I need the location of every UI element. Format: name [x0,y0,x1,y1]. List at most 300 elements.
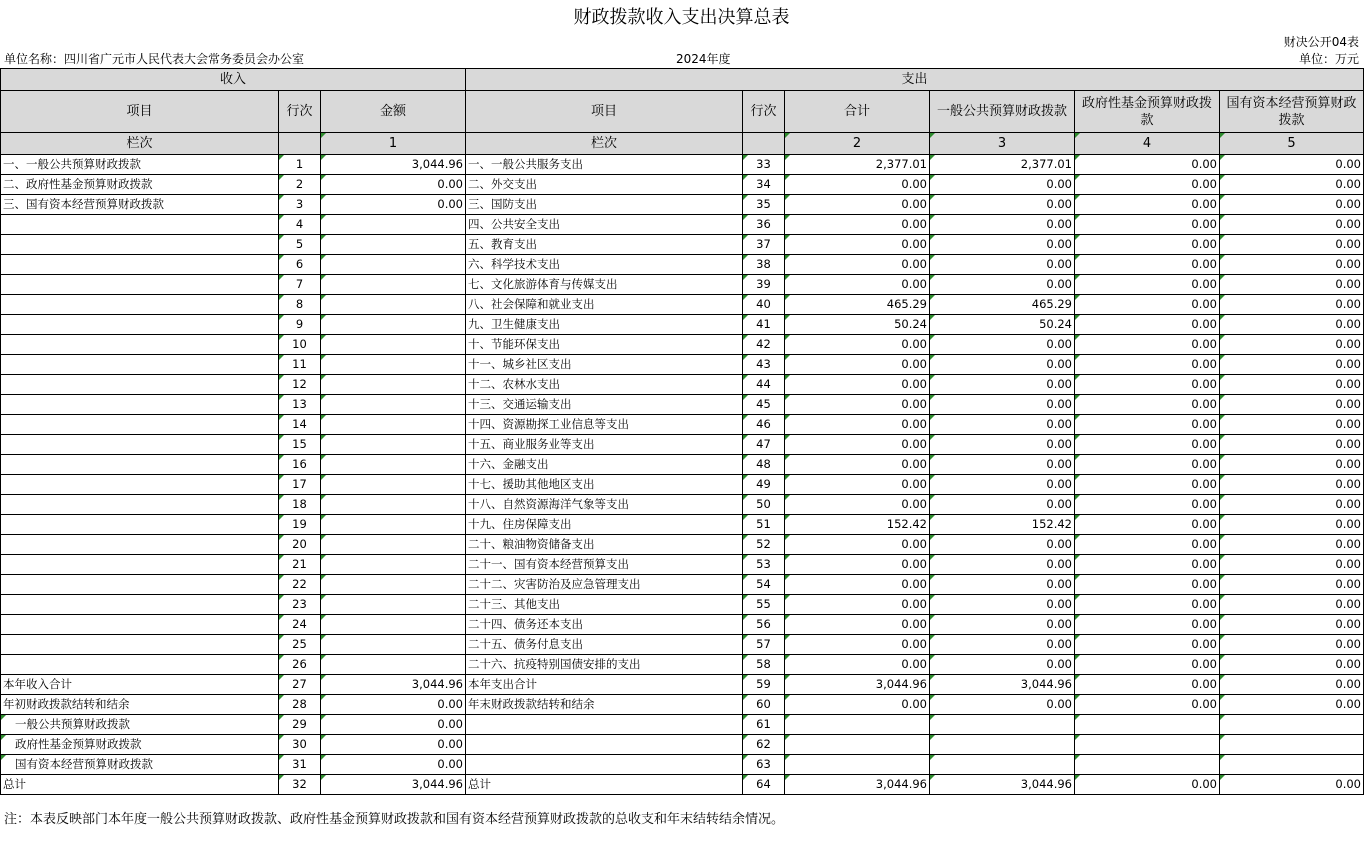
income-amount-cell [321,275,466,295]
income-rowno-cell: 9 [279,315,321,335]
state-capital-cell: 0.00 [1220,335,1364,355]
general-budget-cell: 0.00 [930,195,1075,215]
table-row [1,495,1364,515]
state-capital-cell: 0.00 [1220,355,1364,375]
state-capital-cell: 0.00 [1220,295,1364,315]
income-amount-cell [321,235,466,255]
income-rowno-cell: 3 [279,195,321,215]
table-row [1,175,1364,195]
income-rowno-cell: 25 [279,635,321,655]
expense-total-cell: 0.00 [785,555,930,575]
state-capital-cell: 0.00 [1220,435,1364,455]
expense-item-cell: 十、节能环保支出 [466,335,743,355]
expense-total-cell: 0.00 [785,635,930,655]
income-rowno-cell: 13 [279,395,321,415]
general-budget-cell: 0.00 [930,395,1075,415]
expense-item-cell: 二十、粮油物资储备支出 [466,535,743,555]
income-rowno-cell: 2 [279,175,321,195]
expense-rowno-cell: 57 [743,635,785,655]
table-row [1,755,1364,775]
income-item-cell: 三、国有资本经营预算财政拨款 [1,195,279,215]
expense-rowno-cell: 60 [743,695,785,715]
gov-fund-cell [1075,715,1220,735]
income-item-cell: 本年收入合计 [1,675,279,695]
table-row [1,675,1364,695]
expense-rowno-cell: 47 [743,435,785,455]
income-item-cell [1,415,279,435]
expense-item-cell: 十六、金融支出 [466,455,743,475]
table-row [1,595,1364,615]
table-row [1,715,1364,735]
general-budget-cell [930,715,1075,735]
state-capital-cell: 0.00 [1220,555,1364,575]
expense-rowno-cell: 55 [743,595,785,615]
expense-item-cell [466,715,743,735]
expense-total-cell: 152.42 [785,515,930,535]
page-title: 财政拨款收入支出决算总表 [573,7,790,28]
expense-total-cell [785,715,930,735]
currency-unit: 单位：万元 [1298,52,1359,66]
general-budget-cell [930,755,1075,775]
budget-table [0,68,1364,795]
general-budget-cell: 50.24 [930,315,1075,335]
expense-total-cell: 0.00 [785,235,930,255]
expense-item-cell: 十四、资源勘探工业信息等支出 [466,415,743,435]
table-row [1,455,1364,475]
income-amount-cell [321,255,466,275]
state-capital-cell [1220,735,1364,755]
income-rowno-cell: 32 [279,775,321,795]
expense-total-cell: 0.00 [785,615,930,635]
income-amount-cell [321,455,466,475]
table-row [1,775,1364,795]
gov-fund-header: 政府性基金预算财政拨款 [1075,91,1220,133]
expense-lanci-label: 栏次 [466,133,743,155]
state-capital-cell: 0.00 [1220,695,1364,715]
expense-item-cell: 十二、农林水支出 [466,375,743,395]
expense-rowno-cell: 53 [743,555,785,575]
income-item-cell [1,475,279,495]
lanci-1: 1 [321,133,466,155]
expense-item-cell: 总计 [466,775,743,795]
income-item-cell [1,235,279,255]
income-amount-cell: 0.00 [321,695,466,715]
expense-rowno-cell: 61 [743,715,785,735]
state-capital-cell: 0.00 [1220,275,1364,295]
section-header-row [1,69,1364,91]
expense-total-cell: 0.00 [785,415,930,435]
expense-rowno-cell: 42 [743,335,785,355]
gov-fund-cell: 0.00 [1075,495,1220,515]
state-capital-cell: 0.00 [1220,535,1364,555]
gov-fund-cell: 0.00 [1075,395,1220,415]
income-amount-cell [321,495,466,515]
gov-fund-cell: 0.00 [1075,775,1220,795]
unit-name: 单位名称：四川省广元市人民代表大会常务委员会办公室 [4,52,305,66]
income-rowno-cell: 18 [279,495,321,515]
income-item-cell [1,495,279,515]
expense-total-cell: 0.00 [785,475,930,495]
gov-fund-cell: 0.00 [1075,275,1220,295]
state-capital-cell: 0.00 [1220,375,1364,395]
expense-item-cell: 一、一般公共服务支出 [466,155,743,175]
expense-total-cell: 0.00 [785,355,930,375]
income-amount-cell [321,335,466,355]
state-capital-cell: 0.00 [1220,395,1364,415]
table-row [1,655,1364,675]
form-code: 财决公开04表 [1283,35,1359,49]
income-rowno-cell: 29 [279,715,321,735]
income-amount-cell: 0.00 [321,755,466,775]
expense-rowno-cell: 49 [743,475,785,495]
state-capital-cell: 0.00 [1220,455,1364,475]
general-budget-cell: 0.00 [930,335,1075,355]
expense-total-cell: 0.00 [785,575,930,595]
general-budget-cell: 0.00 [930,615,1075,635]
income-item-cell [1,435,279,455]
expense-item-cell: 十五、商业服务业等支出 [466,435,743,455]
income-amount-cell [321,615,466,635]
expense-total-header: 合计 [785,91,930,133]
report-year: 2024年度 [676,52,731,66]
gov-fund-cell: 0.00 [1075,575,1220,595]
income-item-cell: 二、政府性基金预算财政拨款 [1,175,279,195]
gov-fund-cell: 0.00 [1075,535,1220,555]
income-item-header: 项目 [1,91,279,133]
expense-total-cell: 50.24 [785,315,930,335]
expense-item-cell [466,755,743,775]
income-amount-cell [321,315,466,335]
expense-rowno-cell: 43 [743,355,785,375]
income-item-cell [1,275,279,295]
income-rowno-cell: 22 [279,575,321,595]
general-budget-cell: 0.00 [930,495,1075,515]
table-row [1,195,1364,215]
income-amount-cell [321,575,466,595]
gov-fund-cell: 0.00 [1075,595,1220,615]
expense-total-cell: 0.00 [785,595,930,615]
income-item-cell [1,515,279,535]
table-row [1,555,1364,575]
general-budget-cell: 0.00 [930,455,1075,475]
gov-fund-cell: 0.00 [1075,195,1220,215]
expense-total-cell [785,735,930,755]
expense-rowno-cell: 45 [743,395,785,415]
expense-total-cell: 0.00 [785,535,930,555]
footnote: 注：本表反映部门本年度一般公共预算财政拨款、政府性基金预算财政拨款和国有资本经营预算财政拨款的总收支和年末结转结余情况。 [4,812,785,827]
state-capital-cell: 0.00 [1220,235,1364,255]
general-budget-cell: 0.00 [930,555,1075,575]
table-row [1,275,1364,295]
state-capital-cell: 0.00 [1220,255,1364,275]
expense-total-cell: 465.29 [785,295,930,315]
income-amount-cell: 3,044.96 [321,675,466,695]
expense-item-cell: 十九、住房保障支出 [466,515,743,535]
income-amount-cell [321,655,466,675]
expense-lanci-empty [743,133,785,155]
expense-total-cell: 3,044.96 [785,775,930,795]
income-amount-cell: 0.00 [321,735,466,755]
income-rowno-cell: 30 [279,735,321,755]
lanci-2: 2 [785,133,930,155]
general-budget-cell [930,735,1075,755]
expense-total-cell: 0.00 [785,375,930,395]
general-budget-cell: 0.00 [930,375,1075,395]
expense-item-cell: 二、外交支出 [466,175,743,195]
expense-item-cell: 二十四、债务还本支出 [466,615,743,635]
gov-fund-cell: 0.00 [1075,635,1220,655]
income-item-cell [1,215,279,235]
expense-total-cell: 3,044.96 [785,675,930,695]
expense-rowno-header: 行次 [743,91,785,133]
income-item-cell [1,555,279,575]
income-item-cell [1,255,279,275]
income-item-cell [1,335,279,355]
income-rowno-cell: 16 [279,455,321,475]
gov-fund-cell: 0.00 [1075,235,1220,255]
expense-total-cell: 2,377.01 [785,155,930,175]
table-row [1,255,1364,275]
expense-total-cell: 0.00 [785,335,930,355]
income-amount-cell: 0.00 [321,175,466,195]
general-budget-cell: 0.00 [930,435,1075,455]
expense-item-cell: 八、社会保障和就业支出 [466,295,743,315]
general-budget-cell: 0.00 [930,535,1075,555]
income-amount-cell: 3,044.96 [321,155,466,175]
expense-total-cell: 0.00 [785,215,930,235]
table-row [1,615,1364,635]
gov-fund-cell: 0.00 [1075,295,1220,315]
income-item-cell: 一、一般公共预算财政拨款 [1,155,279,175]
income-lanci-label: 栏次 [1,133,279,155]
expense-rowno-cell: 44 [743,375,785,395]
income-item-cell: 总计 [1,775,279,795]
state-capital-cell: 0.00 [1220,775,1364,795]
income-item-cell [1,375,279,395]
table-row [1,155,1364,175]
state-capital-cell: 0.00 [1220,315,1364,335]
gov-fund-cell: 0.00 [1075,215,1220,235]
lanci-4: 4 [1075,133,1220,155]
income-rowno-cell: 27 [279,675,321,695]
expense-rowno-cell: 46 [743,415,785,435]
income-amount-cell [321,555,466,575]
expense-section-label: 支出 [466,69,1364,91]
expense-rowno-cell: 34 [743,175,785,195]
state-capital-cell [1220,755,1364,775]
expense-item-cell: 年末财政拨款结转和结余 [466,695,743,715]
general-budget-cell: 0.00 [930,635,1075,655]
expense-rowno-cell: 39 [743,275,785,295]
gov-fund-cell: 0.00 [1075,255,1220,275]
general-budget-cell: 2,377.01 [930,155,1075,175]
lanci-3: 3 [930,133,1075,155]
income-section-label: 收入 [1,69,466,91]
form-code-row [0,34,1363,51]
expense-item-cell: 三、国防支出 [466,195,743,215]
gov-fund-cell: 0.00 [1075,155,1220,175]
income-item-cell [1,655,279,675]
table-row [1,395,1364,415]
expense-item-cell: 二十二、灾害防治及应急管理支出 [466,575,743,595]
expense-item-cell: 二十一、国有资本经营预算支出 [466,555,743,575]
expense-rowno-cell: 64 [743,775,785,795]
table-row [1,335,1364,355]
table-row [1,435,1364,455]
gov-fund-cell: 0.00 [1075,675,1220,695]
income-amount-cell [321,395,466,415]
general-budget-cell: 0.00 [930,355,1075,375]
income-amount-cell [321,375,466,395]
income-rowno-cell: 19 [279,515,321,535]
expense-rowno-cell: 54 [743,575,785,595]
expense-rowno-cell: 37 [743,235,785,255]
general-budget-cell: 0.00 [930,415,1075,435]
income-rowno-cell: 10 [279,335,321,355]
expense-item-cell: 九、卫生健康支出 [466,315,743,335]
table-row [1,415,1364,435]
general-budget-cell: 465.29 [930,295,1075,315]
table-row [1,535,1364,555]
column-header-row [1,91,1364,133]
income-item-cell [1,315,279,335]
table-row [1,575,1364,595]
expense-rowno-cell: 48 [743,455,785,475]
expense-item-cell: 十八、自然资源海洋气象等支出 [466,495,743,515]
income-amount-cell [321,215,466,235]
state-capital-cell: 0.00 [1220,595,1364,615]
expense-item-cell [466,735,743,755]
income-item-cell [1,595,279,615]
state-capital-cell: 0.00 [1220,635,1364,655]
income-amount-cell [321,535,466,555]
expense-rowno-cell: 40 [743,295,785,315]
expense-rowno-cell: 58 [743,655,785,675]
gov-fund-cell: 0.00 [1075,175,1220,195]
table-row [1,695,1364,715]
general-budget-cell: 0.00 [930,475,1075,495]
state-capital-cell: 0.00 [1220,675,1364,695]
income-item-cell [1,395,279,415]
expense-rowno-cell: 62 [743,735,785,755]
expense-item-cell: 四、公共安全支出 [466,215,743,235]
state-capital-cell: 0.00 [1220,175,1364,195]
expense-item-cell: 本年支出合计 [466,675,743,695]
general-budget-cell: 0.00 [930,595,1075,615]
gov-fund-cell: 0.00 [1075,335,1220,355]
gov-fund-cell: 0.00 [1075,375,1220,395]
expense-item-cell: 二十三、其他支出 [466,595,743,615]
general-budget-cell: 0.00 [930,175,1075,195]
income-amount-cell: 3,044.96 [321,775,466,795]
income-amount-cell [321,355,466,375]
expense-item-cell: 七、文化旅游体育与传媒支出 [466,275,743,295]
income-item-cell: 政府性基金预算财政拨款 [1,735,279,755]
expense-total-cell [785,755,930,775]
expense-rowno-cell: 59 [743,675,785,695]
income-item-cell: 国有资本经营预算财政拨款 [1,755,279,775]
expense-item-cell: 十三、交通运输支出 [466,395,743,415]
expense-total-cell: 0.00 [785,275,930,295]
income-item-cell [1,295,279,315]
gov-fund-cell: 0.00 [1075,515,1220,535]
income-item-cell [1,355,279,375]
general-budget-cell: 0.00 [930,235,1075,255]
table-row [1,355,1364,375]
state-capital-cell [1220,715,1364,735]
income-amount-cell [321,635,466,655]
income-amount-cell: 0.00 [321,195,466,215]
general-budget-cell: 0.00 [930,255,1075,275]
income-rowno-cell: 24 [279,615,321,635]
gov-fund-cell: 0.00 [1075,475,1220,495]
expense-total-cell: 0.00 [785,495,930,515]
general-budget-cell: 0.00 [930,215,1075,235]
table-row [1,235,1364,255]
income-amount-cell [321,475,466,495]
general-budget-cell: 0.00 [930,695,1075,715]
income-rowno-cell: 26 [279,655,321,675]
general-budget-cell: 0.00 [930,655,1075,675]
income-rowno-cell: 21 [279,555,321,575]
expense-item-cell: 十一、城乡社区支出 [466,355,743,375]
expense-rowno-cell: 38 [743,255,785,275]
income-rowno-cell: 28 [279,695,321,715]
income-rowno-cell: 1 [279,155,321,175]
gov-fund-cell: 0.00 [1075,555,1220,575]
expense-item-cell: 十七、援助其他地区支出 [466,475,743,495]
general-budget-cell: 0.00 [930,575,1075,595]
income-rowno-cell: 15 [279,435,321,455]
state-capital-cell: 0.00 [1220,475,1364,495]
income-rowno-cell: 14 [279,415,321,435]
expense-total-cell: 0.00 [785,655,930,675]
expense-rowno-cell: 63 [743,755,785,775]
income-item-cell [1,635,279,655]
table-row [1,315,1364,335]
general-budget-header: 一般公共预算财政拨款 [930,91,1075,133]
gov-fund-cell: 0.00 [1075,415,1220,435]
state-capital-cell: 0.00 [1220,575,1364,595]
general-budget-cell: 0.00 [930,275,1075,295]
gov-fund-cell: 0.00 [1075,695,1220,715]
income-amount-cell: 0.00 [321,715,466,735]
expense-total-cell: 0.00 [785,195,930,215]
expense-total-cell: 0.00 [785,695,930,715]
income-item-cell: 一般公共预算财政拨款 [1,715,279,735]
general-budget-cell: 3,044.96 [930,775,1075,795]
table-row [1,515,1364,535]
expense-rowno-cell: 41 [743,315,785,335]
expense-total-cell: 0.00 [785,435,930,455]
state-capital-cell: 0.00 [1220,655,1364,675]
expense-total-cell: 0.00 [785,395,930,415]
state-capital-header: 国有资本经营预算财政拨款 [1220,91,1364,133]
state-capital-cell: 0.00 [1220,415,1364,435]
expense-rowno-cell: 50 [743,495,785,515]
expense-rowno-cell: 33 [743,155,785,175]
expense-item-cell: 二十五、债务付息支出 [466,635,743,655]
expense-total-cell: 0.00 [785,255,930,275]
income-rowno-cell: 7 [279,275,321,295]
income-amount-cell [321,515,466,535]
income-amount-header: 金额 [321,91,466,133]
state-capital-cell: 0.00 [1220,495,1364,515]
income-rowno-cell: 20 [279,535,321,555]
gov-fund-cell: 0.00 [1075,455,1220,475]
table-row [1,735,1364,755]
expense-item-cell: 五、教育支出 [466,235,743,255]
